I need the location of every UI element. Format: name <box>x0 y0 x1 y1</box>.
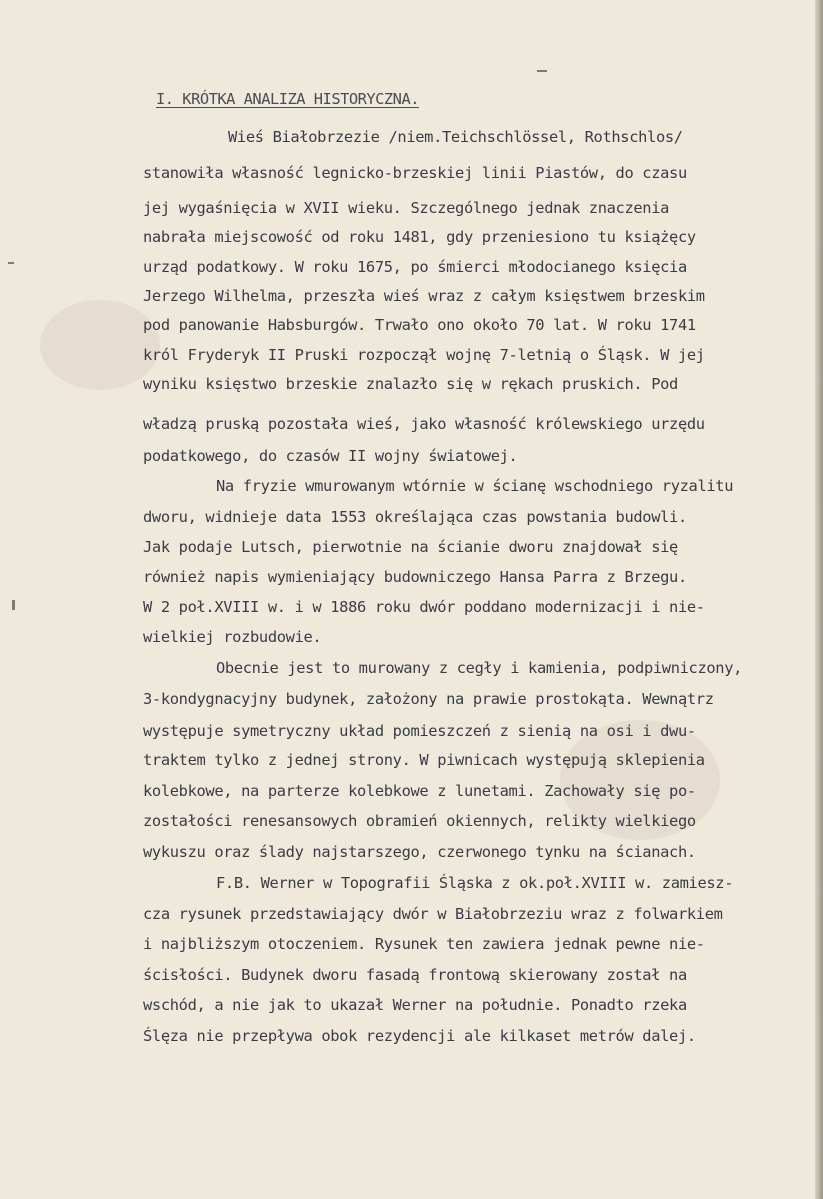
text-line: 3-kondygnacyjny budynek, założony na prawie prostokąta. Wewnątrz <box>143 690 714 708</box>
text-line: traktem tylko z jednej strony. W piwnicach występują sklepienia <box>143 751 705 769</box>
text-line: Na fryzie wmurowanym wtórnie w ścianę wschodniego ryzalitu <box>216 477 734 495</box>
text-line: występuje symetryczny układ pomieszczeń z sienią na osi i dwu- <box>143 722 696 740</box>
text-line: urząd podatkowy. W roku 1675, po śmierci młodocianego księcia <box>143 258 687 276</box>
text-line: Obecnie jest to murowany z cegły i kamienia, podpiwniczony, <box>216 659 743 677</box>
text-line: Ślęza nie przepływa obok rezydencji ale kilkaset metrów dalej. <box>143 1027 696 1045</box>
text-line: nabrała miejscowość od roku 1481, gdy przeniesiono tu książęcy <box>143 228 696 246</box>
text-line: wykuszu oraz ślady najstarszego, czerwonego tynku na ścianach. <box>143 843 696 861</box>
text-line: pod panowanie Habsburgów. Trwało ono około 70 lat. W roku 1741 <box>143 316 696 334</box>
text-line: zostałości renesansowych obramień okiennych, relikty wielkiego <box>143 812 696 830</box>
text-line: wschód, a nie jak to ukazał Werner na południe. Ponadto rzeka <box>143 996 687 1014</box>
text-line: król Fryderyk II Pruski rozpoczął wojnę 7-letnią o Śląsk. W jej <box>143 346 705 364</box>
text-line: W 2 poł.XVIII w. i w 1886 roku dwór poddano modernizacji i nie- <box>143 598 705 616</box>
text-line: wielkiej rozbudowie. <box>143 628 322 646</box>
text-line: i najbliższym otoczeniem. Rysunek ten zawiera jednak pewne nie- <box>143 935 705 953</box>
text-line: Jak podaje Lutsch, pierwotnie na ścianie dworu znajdował się <box>143 538 678 556</box>
document-title: I. KRÓTKA ANALIZA HISTORYCZNA. <box>156 90 419 108</box>
text-line: ścisłości. Budynek dworu fasadą frontową skierowany został na <box>143 966 687 984</box>
text-line: F.B. Werner w Topografii Śląska z ok.poł.XVIII w. zamiesz- <box>216 874 734 892</box>
text-line: jej wygaśnięcia w XVII wieku. Szczególnego jednak znaczenia <box>143 199 670 217</box>
text-line: wyniku księstwo brzeskie znalazło się w rękach pruskich. Pod <box>143 375 678 393</box>
text-line: Wieś Białobrzezie /niem.Teichschlössel, Rothschlos/ <box>228 128 683 146</box>
text-line: również napis wymieniający budowniczego Hansa Parra z Brzegu. <box>143 568 687 586</box>
text-line: kolebkowe, na parterze kolebkowe z lunetami. Zachowały się po- <box>143 782 696 800</box>
text-line: podatkowego, do czasów II wojny światowej. <box>143 447 518 465</box>
text-line: władzą pruską pozostała wieś, jako własność królewskiego urzędu <box>143 415 705 433</box>
text-line: stanowiła własność legnicko-brzeskiej linii Piastów, do czasu <box>143 164 687 182</box>
text-line: Jerzego Wilhelma, przeszła wieś wraz z całym księstwem brzeskim <box>143 287 705 305</box>
text-line: cza rysunek przedstawiający dwór w Białobrzeziu wraz z folwarkiem <box>143 905 723 923</box>
text-line: dworu, widnieje data 1553 określająca czas powstania budowli. <box>143 508 687 526</box>
